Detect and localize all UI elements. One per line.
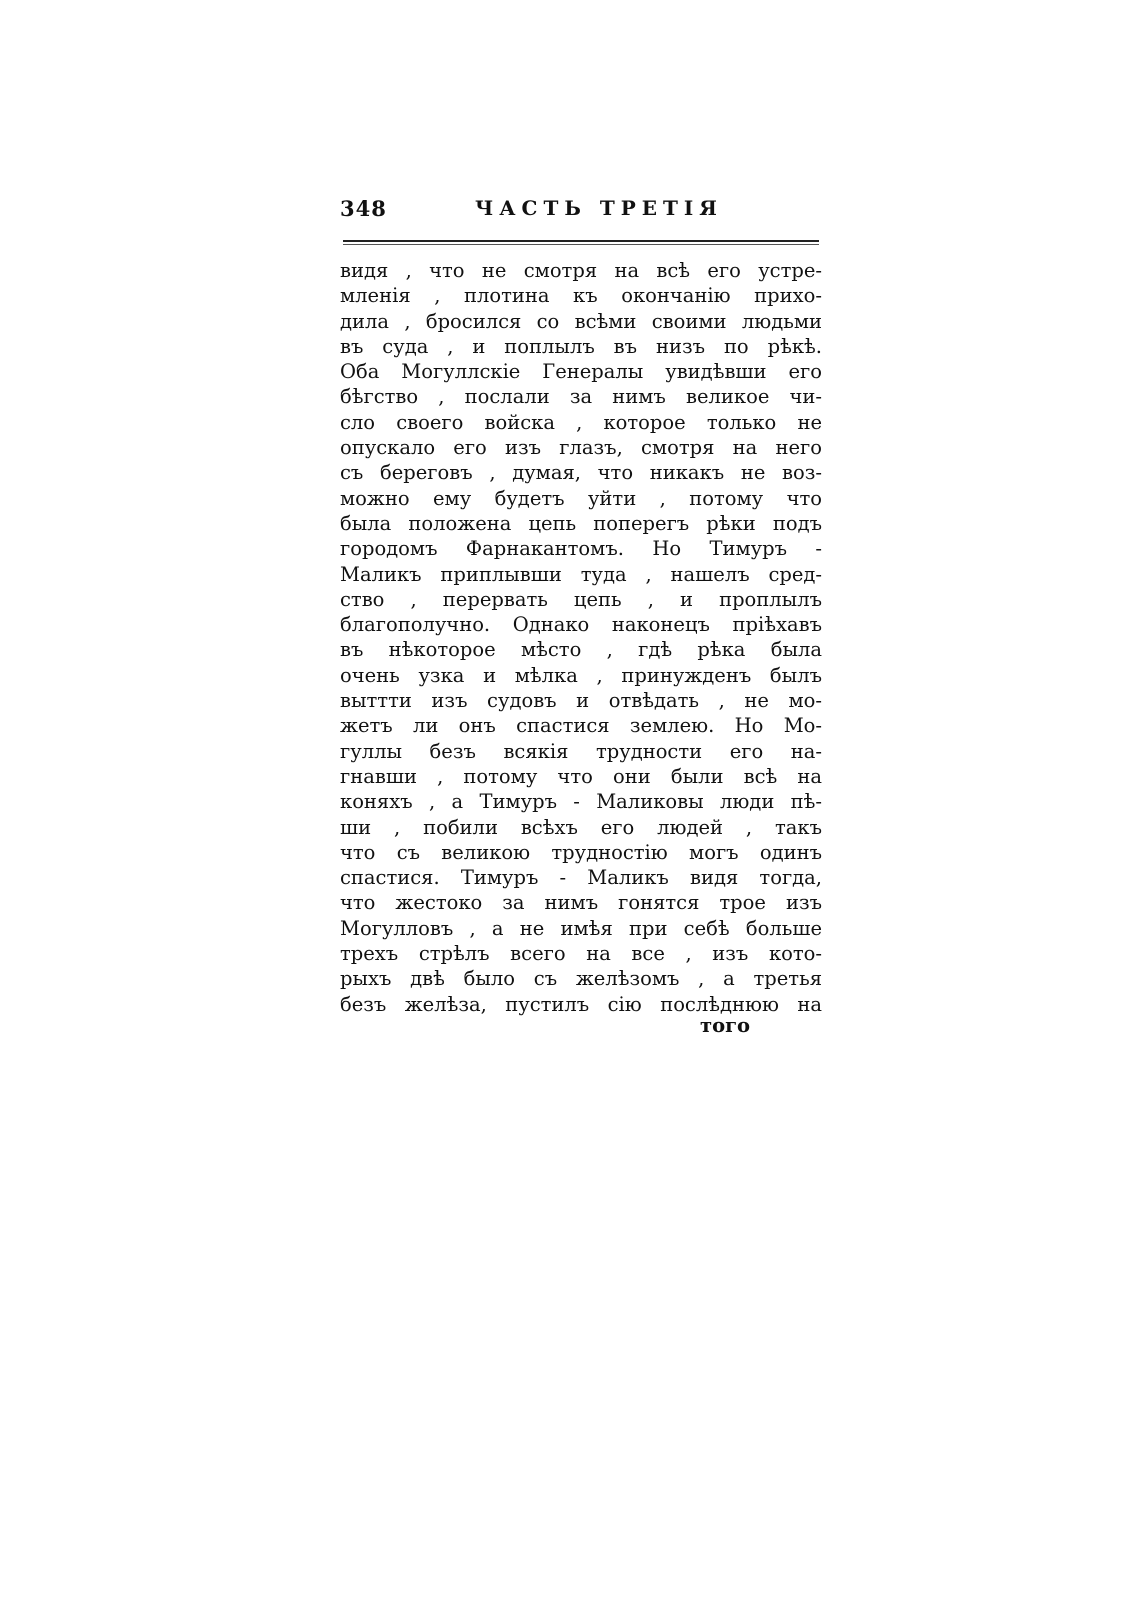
text-line: безъ желѣза, пустилъ сію послѣднюю на bbox=[340, 992, 822, 1016]
text-line: выттти изъ судовъ и отвѣдать , не мо- bbox=[340, 689, 822, 713]
text-line: въ суда , и поплылъ въ низъ по рѣкѣ. bbox=[340, 334, 822, 358]
text-line: мленія , плотина къ окончанію прихо- bbox=[340, 284, 822, 308]
text-line: Оба Могуллскіе Генералы увидѣвши его bbox=[340, 360, 822, 384]
text-line: Маликъ приплывши туда , нашелъ сред- bbox=[340, 562, 822, 586]
text-line: гнавши , потому что они были всѣ на bbox=[340, 764, 822, 788]
text-line: Могулловъ , а не имѣя при себѣ больше bbox=[340, 916, 822, 940]
text-line: городомъ Фарнакантомъ. Но Тимуръ - bbox=[340, 537, 822, 561]
text-line: рыхъ двѣ было съ желѣзомъ , а третья bbox=[340, 967, 822, 991]
text-line: ши , побили всѣхъ его людей , такъ bbox=[340, 815, 822, 839]
text-line: въ нѣкоторое мѣсто , гдѣ рѣка была bbox=[340, 638, 822, 662]
text-line: бѣгство , послали за нимъ великое чи- bbox=[340, 385, 822, 409]
header-rule-thin bbox=[343, 244, 819, 245]
body-text bbox=[340, 258, 822, 1017]
page-number: 348 bbox=[340, 196, 387, 221]
text-line: жетъ ли онъ спастися землею. Но Мо- bbox=[340, 714, 822, 738]
text-line: что съ великою трудностію могъ одинъ bbox=[340, 840, 822, 864]
text-line: съ береговъ , думая, что никакъ не воз- bbox=[340, 461, 822, 485]
text-line: видя , что не смотря на всѣ его устре- bbox=[340, 259, 822, 282]
page-header bbox=[340, 192, 825, 226]
text-line: была положена цепь поперегъ рѣки подъ bbox=[340, 511, 822, 535]
text-line: ство , перервать цепь , и проплылъ bbox=[340, 587, 822, 611]
text-line: можно ему будетъ уйти , потому что bbox=[340, 486, 822, 510]
header-rule bbox=[343, 240, 819, 242]
catchword: того bbox=[700, 1014, 751, 1037]
text-line: трехъ стрѣлъ всего на все , изъ кото- bbox=[340, 942, 822, 966]
text-line: дила , бросился со всѣми своими людьми bbox=[340, 309, 822, 333]
text-line: очень узка и мѣлка , принужденъ былъ bbox=[340, 663, 822, 687]
text-line: опускало его изъ глазъ, смотря на него bbox=[340, 436, 822, 460]
text-line: сло своего войска , которое только не bbox=[340, 410, 822, 434]
text-line: спастися. Тимуръ - Маликъ видя тогда, bbox=[340, 866, 822, 890]
text-line: гуллы безъ всякія трудности его на- bbox=[340, 739, 822, 763]
text-line: коняхъ , а Тимуръ - Маликовы люди пѣ- bbox=[340, 790, 822, 814]
running-head: ЧАСТЬ ТРЕТІЯ bbox=[475, 196, 723, 220]
text-line: что жестоко за нимъ гонятся трое изъ bbox=[340, 891, 822, 915]
text-line: благополучно. Однако наконецъ пріѣхавъ bbox=[340, 613, 822, 637]
